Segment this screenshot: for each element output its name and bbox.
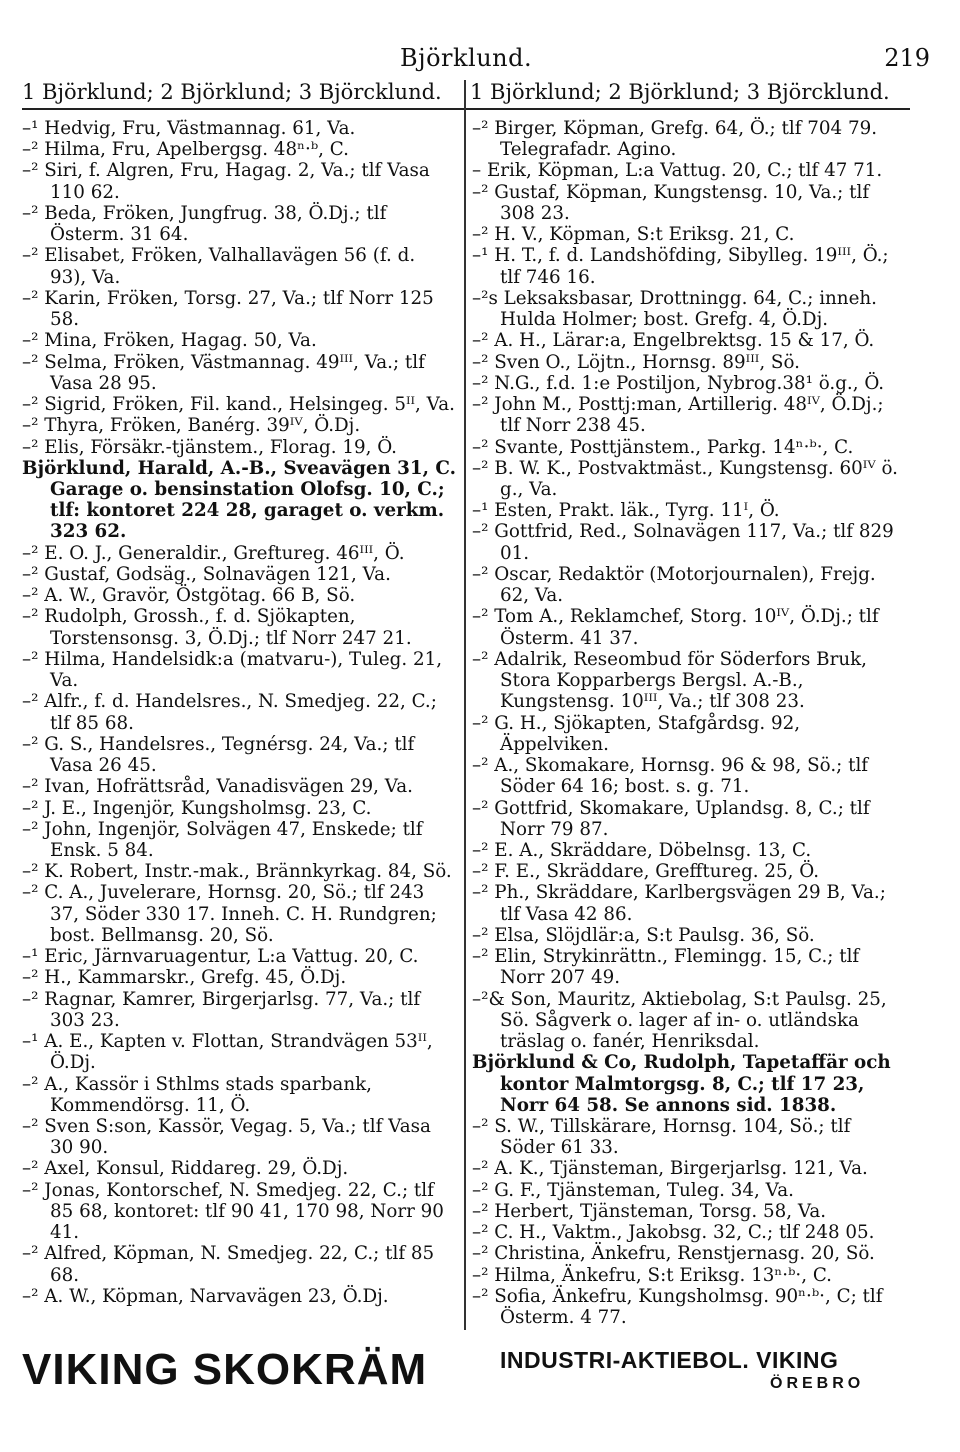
- directory-entry: –¹ Esten, Prakt. läk., Tyrg. 11ᴵ, Ö.: [472, 500, 780, 522]
- directory-entry: – Erik, Köpman, L:a Vattug. 20, C.; tlf 47 71.: [472, 160, 883, 182]
- directory-entry: –² Elisabet, Fröken, Valhallavägen 56 (f. d. 93), Va.: [22, 245, 416, 288]
- right-column-heading: 1 Björklund; 2 Björklund; 3 Björcklund.: [470, 80, 890, 104]
- directory-entry: –² Karin, Fröken, Torsg. 27, Va.; tlf Norr 125 58.: [22, 287, 434, 331]
- directory-entry: –² Tom A., Reklamchef, Storg. 10ᴵⱽ, Ö.Dj.; tlf Österm. 41 37.: [472, 606, 879, 649]
- directory-entry: –² Mina, Fröken, Hagag. 50, Va.: [22, 330, 317, 352]
- advertisement-footer: [0, 1345, 960, 1405]
- directory-entry: –² Gustaf, Godsäg., Solnavägen 121, Va.: [22, 563, 391, 585]
- directory-entry: –² Elsa, Slöjdlär:a, S:t Paulsg. 36, Sö.: [472, 924, 815, 946]
- directory-entry: –² Svante, Posttjänstem., Parkg. 14ⁿ·ᵇ·, C.: [472, 436, 854, 458]
- directory-entry: –¹ A. E., Kapten v. Flottan, Strandvägen 53ᴵᴵ, Ö.Dj.: [22, 1031, 433, 1074]
- directory-entry: –² K. Robert, Instr.-mak., Brännkyrkag. 84, Sö.: [22, 861, 452, 883]
- directory-entry: –¹ Hedvig, Fru, Västmannag. 61, Va.: [22, 118, 356, 139]
- column-divider: [464, 80, 466, 1330]
- directory-entry: –² A. K., Tjänsteman, Birgerjarlsg. 121, Va.: [472, 1158, 868, 1180]
- directory-entry: –¹ Eric, Järnvaruagentur, L:a Vattug. 20, C.: [22, 946, 419, 968]
- directory-entry: –² G. F., Tjänsteman, Tuleg. 34, Va.: [472, 1179, 794, 1201]
- directory-entry: –² Beda, Fröken, Jungfrug. 38, Ö.Dj.; tlf Österm. 31 64.: [22, 202, 387, 246]
- directory-entry: –² J. E., Ingenjör, Kungsholmsg. 23, C.: [22, 797, 372, 819]
- directory-entry: –² Birger, Köpman, Grefg. 64, Ö.; tlf 704 79. Telegrafadr. Agino.: [472, 118, 878, 161]
- directory-entry: –² Sigrid, Fröken, Fil. kand., Helsingeg. 5ᴵᴵ, Va.: [22, 394, 455, 416]
- footer-company: INDUSTRI-AKTIEBOL. VIKING: [500, 1347, 839, 1373]
- directory-entry: –² Ph., Skräddare, Karlbergsvägen 29 B, Va.; tlf Vasa 42 86.: [472, 882, 886, 925]
- directory-entry: –² Ragnar, Kamrer, Birgerjarlsg. 77, Va.; tlf 303 23.: [22, 988, 421, 1031]
- directory-entry: –² C. H., Vaktm., Jakobsg. 32, C.; tlf 248 05.: [472, 1222, 875, 1244]
- left-column: [22, 118, 456, 1307]
- directory-entry: –² A. W., Gravör, Östgötag. 66 B, Sö.: [22, 585, 356, 607]
- directory-entry: –² G. S., Handelsres., Tegnérsg. 24, Va.; tlf Vasa 26 45.: [22, 733, 415, 777]
- directory-entry: –² Alfr., f. d. Handelsres., N. Smedjeg. 22, C.; tlf 85 68.: [22, 691, 437, 734]
- directory-entry: –² Axel, Konsul, Riddareg. 29, Ö.Dj.: [22, 1158, 349, 1180]
- right-column: [472, 118, 906, 1328]
- directory-entry: –² A., Skomakare, Hornsg. 96 & 98, Sö.; tlf Söder 64 16; bost. s. g. 71.: [472, 755, 869, 798]
- directory-entry: –² Gustaf, Köpman, Kungstensg. 10, Va.; tlf 308 23.: [472, 181, 870, 224]
- directory-entry: –² Hilma, Fru, Apelbergsg. 48ⁿ·ᵇ, C.: [22, 139, 349, 161]
- directory-entry: –² Sofia, Änkefru, Kungsholmsg. 90ⁿ·ᵇ·, C; tlf Österm. 4 77.: [472, 1285, 883, 1329]
- directory-entry: –² Elin, Strykinrättn., Flemingg. 15, C.; tlf Norr 207 49.: [472, 946, 860, 989]
- directory-entry: –² E. A., Skräddare, Döbelnsg. 13, C.: [472, 839, 812, 861]
- page-header: [0, 40, 960, 74]
- directory-entry: –² Jonas, Kontorschef, N. Smedjeg. 22, C.; tlf 85 68, kontoret: tlf 90 41, 170 98, Norr 90 41.: [22, 1179, 444, 1244]
- page-title: Björklund.: [400, 44, 533, 72]
- directory-entry: –² John M., Posttj:man, Artillerig. 48ᴵⱽ, Ö.Dj.; tlf Norr 238 45.: [472, 394, 884, 437]
- directory-entry: –² A. W., Köpman, Narvavägen 23, Ö.Dj.: [22, 1285, 389, 1307]
- directory-entry: –² Oscar, Redaktör (Motorjournalen), Frejg. 62, Va.: [472, 563, 876, 607]
- directory-entry: –² E. O. J., Generaldir., Greftureg. 46ᴵᴵᴵ, Ö.: [22, 542, 405, 564]
- footer-brand: VIKING SKOKRÄM: [22, 1345, 428, 1394]
- heading-rule: [22, 108, 910, 110]
- page-number: 219: [884, 44, 930, 72]
- directory-entry: Björklund, Harald, A.-B., Sveavägen 31, C. Garage o. bensinstation Olofsg. 10, C.; tlf: kontoret 224 28, garaget o. verkm. 323 62.: [22, 457, 456, 543]
- directory-entry: –² Ivan, Hofrättsråd, Vanadisvägen 29, Va.: [22, 776, 413, 798]
- directory-entry: –¹ H. T., f. d. Landshöfding, Sibylleg. 19ᴵᴵᴵ, Ö.; tlf 746 16.: [472, 245, 889, 288]
- directory-entry: –² N.G., f.d. 1:e Postiljon, Nybrog.38¹ ö.g., Ö.: [472, 372, 885, 394]
- directory-entry: –² H. V., Köpman, S:t Eriksg. 21, C.: [472, 224, 795, 246]
- directory-entry: –² B. W. K., Postvaktmäst., Kungstensg. 60ᴵⱽ ö. g., Va.: [472, 457, 898, 500]
- directory-entry: –² G. H., Sjökapten, Stafgårdsg. 92, Äppelviken.: [472, 712, 801, 755]
- directory-entry: –² Hilma, Änkefru, S:t Eriksg. 13ⁿ·ᵇ·, C.: [472, 1264, 832, 1286]
- directory-entry: –² Gottfrid, Red., Solnavägen 117, Va.; tlf 829 01.: [472, 521, 894, 564]
- directory-entry: –² Adalrik, Reseombud för Söderfors Bruk, Stora Kopparbergs Bergsl. A.-B., Kungstensg. 10ᴵᴵᴵ, Va.; tlf 308 23.: [472, 648, 867, 713]
- directory-entry: –²& Son, Mauritz, Aktiebolag, S:t Paulsg. 25, Sö. Sågverk o. lager af in- o. utländska träslag o. fanér, Henriksdal.: [472, 988, 887, 1053]
- directory-entry: –² Sven S:son, Kassör, Vegag. 5, Va.; tlf Vasa 30 90.: [22, 1116, 431, 1159]
- directory-entry: –²s Leksaksbasar, Drottningg. 64, C.; inneh. Hulda Holmer; bost. Grefg. 4, Ö.Dj.: [472, 287, 877, 331]
- directory-entry: –² H., Kammarskr., Grefg. 45, Ö.Dj.: [22, 967, 347, 989]
- directory-entry: –² Selma, Fröken, Västmannag. 49ᴵᴵᴵ, Va.; tlf Vasa 28 95.: [22, 351, 425, 394]
- directory-entry: –² F. E., Skräddare, Grefftureg. 25, Ö.: [472, 861, 820, 883]
- directory-entry: –² Sven O., Löjtn., Hornsg. 89ᴵᴵᴵ, Sö.: [472, 351, 800, 373]
- directory-entry: –² Rudolph, Grossh., f. d. Sjökapten, Torstensonsg. 3, Ö.Dj.; tlf Norr 247 21.: [22, 606, 412, 649]
- directory-entry: –² Gottfrid, Skomakare, Uplandsg. 8, C.; tlf Norr 79 87.: [472, 797, 870, 840]
- directory-entry: –² A., Kassör i Sthlms stads sparbank, Kommendörsg. 11, Ö.: [22, 1073, 372, 1116]
- directory-entry: –² Christina, Änkefru, Renstjernasg. 20, Sö.: [472, 1243, 875, 1265]
- directory-entry: –² S. W., Tillskärare, Hornsg. 104, Sö.; tlf Söder 61 33.: [472, 1116, 851, 1159]
- left-column-heading: 1 Björklund; 2 Björklund; 3 Björcklund.: [22, 80, 442, 104]
- directory-entry: Björklund & Co, Rudolph, Tapetaffär och kontor Malmtorgsg. 8, C.; tlf 17 23, Norr 64 58. Se annons sid. 1838.: [472, 1052, 891, 1116]
- directory-entry: –² John, Ingenjör, Solvägen 47, Enskede; tlf Ensk. 5 84.: [22, 818, 423, 861]
- directory-entry: –² Alfred, Köpman, N. Smedjeg. 22, C.; tlf 85 68.: [22, 1243, 435, 1286]
- directory-entry: –² C. A., Juvelerare, Hornsg. 20, Sö.; tlf 243 37, Söder 330 17. Inneh. C. H. Rundgren; bost. Bellmansg. 20, Sö.: [22, 882, 437, 946]
- directory-entry: –² Siri, f. Algren, Fru, Hagag. 2, Va.; tlf Vasa 110 62.: [22, 160, 430, 203]
- directory-entry: –² Thyra, Fröken, Banérg. 39ᴵⱽ, Ö.Dj.: [22, 415, 361, 437]
- directory-entry: –² A. H., Lärar:a, Engelbrektsg. 15 & 17, Ö.: [472, 330, 875, 352]
- footer-city: ÖREBRO: [770, 1375, 865, 1392]
- directory-entry: –² Elis, Försäkr.-tjänstem., Florag. 19, Ö.: [22, 436, 397, 458]
- directory-entry: –² Herbert, Tjänsteman, Torsg. 58, Va.: [472, 1200, 827, 1222]
- directory-entry: –² Hilma, Handelsidk:a (matvaru-), Tuleg. 21, Va.: [22, 648, 443, 692]
